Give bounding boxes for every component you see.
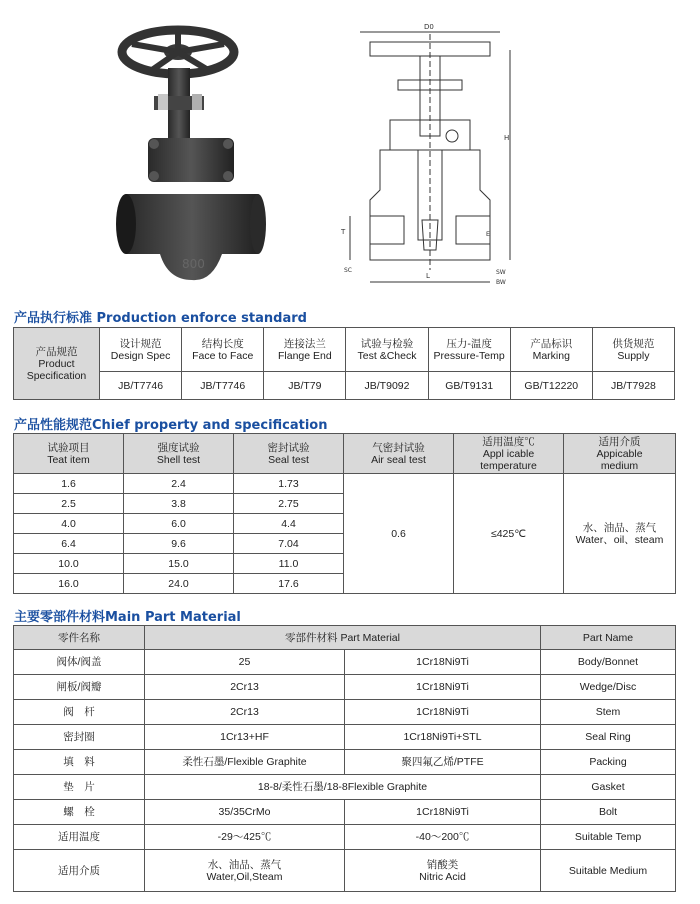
table-text: 压力-温度 <box>446 337 492 350</box>
table-text: 1Cr18Ni9Ti+STL <box>345 725 541 750</box>
table-cell <box>124 434 234 474</box>
table-text: 连接法兰 <box>283 337 326 350</box>
table-cell: 1.73 <box>234 474 344 494</box>
table-text: Marking <box>532 349 570 362</box>
dim-e: E <box>486 231 490 238</box>
table-row <box>14 626 676 650</box>
table-row <box>14 650 676 675</box>
table-cell: 1.6 <box>14 474 124 494</box>
table-text: 适用温度℃ <box>482 435 535 448</box>
production-standard-heading: 产品执行标准 Production enforce standard <box>14 311 307 326</box>
table-cell <box>564 434 676 474</box>
table-row <box>14 775 676 800</box>
table-text: Water、oil、steam <box>575 533 664 546</box>
table-row <box>14 474 676 494</box>
table-text: 水、油品、蒸气 <box>582 521 657 534</box>
table-text: Supply <box>617 349 650 362</box>
dim-d0: D0 <box>424 23 434 31</box>
spec-value: JB/T9092 <box>346 372 428 400</box>
table-text: 零部件材料 Part Material <box>145 626 541 650</box>
table-text: 销酸类 <box>426 858 459 871</box>
table-text: 1Cr18Ni9Ti <box>345 675 541 700</box>
table-cell <box>234 434 344 474</box>
table-text: 10.0 <box>14 554 124 574</box>
table-text: 螺 栓 <box>14 800 145 825</box>
table-cell <box>182 328 264 372</box>
product-spec-header <box>14 328 100 400</box>
table-text: Face to Face <box>192 349 254 362</box>
table-text: 聚四氟乙烯/PTFE <box>345 750 541 775</box>
table-text: 设计规范 <box>119 337 162 350</box>
spec-value: JB/T7746 <box>182 372 264 400</box>
table-text: 15.0 <box>124 554 234 574</box>
spec-value: JB/T79 <box>264 372 346 400</box>
table-text: Gasket <box>541 775 676 800</box>
table-text: 6.0 <box>124 514 234 534</box>
spec-value: GB/T12220 <box>510 372 592 400</box>
table-row <box>14 750 676 775</box>
dim-bw: BW <box>496 279 506 286</box>
photo-marking: 800 <box>182 257 205 271</box>
table-text: 1Cr13+HF <box>145 725 345 750</box>
table-text: 产品标识 <box>530 337 573 350</box>
property-table <box>13 433 676 594</box>
table-text: Stem <box>541 700 676 725</box>
table-text: Packing <box>541 750 676 775</box>
table-text: 结构长度 <box>201 337 244 350</box>
table-text: -40～200℃ <box>345 825 541 850</box>
table-text: 16.0 <box>14 574 124 594</box>
table-text: 3.8 <box>124 494 234 514</box>
table-text: -29～425℃ <box>145 825 345 850</box>
table-row <box>14 328 675 372</box>
table-text: 阀体/阀盖 <box>14 650 145 675</box>
table-text: 试验项目 <box>47 441 90 454</box>
dim-l: L <box>426 272 430 280</box>
table-text: Water,Oil,Steam <box>206 870 283 883</box>
table-cell: 2.4 <box>124 474 234 494</box>
property-heading: 产品性能规范Chief property and specification <box>14 418 328 433</box>
table-text: Part Name <box>541 626 676 650</box>
table-cell <box>100 328 182 372</box>
table-text: Product <box>38 357 75 370</box>
table-text: 9.6 <box>124 534 234 554</box>
table-text: 试验与检验 <box>360 337 414 350</box>
table-cell <box>510 328 592 372</box>
table-text: 25 <box>145 650 345 675</box>
table-text: 供货规范 <box>612 337 655 350</box>
table-cell <box>14 434 124 474</box>
table-text: 垫 片 <box>14 775 145 800</box>
table-text: 4.4 <box>234 514 344 534</box>
table-row <box>14 800 676 825</box>
material-table <box>13 625 676 892</box>
spec-value: JB/T7928 <box>592 372 674 400</box>
table-row <box>14 434 676 474</box>
table-text: Design Spec <box>110 349 171 362</box>
table-cell <box>344 434 454 474</box>
table-text: Seal Ring <box>541 725 676 750</box>
table-cell <box>428 328 510 372</box>
table-cell <box>145 850 345 892</box>
table-text: Suitable Medium <box>541 850 676 892</box>
table-text: 水、油品、蒸气 <box>207 858 282 871</box>
table-row <box>14 700 676 725</box>
table-text: Flange End <box>277 349 332 362</box>
valve-section-drawing <box>340 20 520 294</box>
table-text: 适用温度 <box>14 825 145 850</box>
table-text: 2.5 <box>14 494 124 514</box>
table-text: 11.0 <box>234 554 344 574</box>
table-text: 17.6 <box>234 574 344 594</box>
valve-photo <box>112 22 270 284</box>
table-text: Nitric Acid <box>419 870 466 883</box>
table-text: 强度试验 <box>157 441 200 454</box>
table-text: 气密封试验 <box>372 441 425 454</box>
table-text: Appl icable <box>482 447 535 460</box>
spec-value: GB/T9131 <box>428 372 510 400</box>
table-row <box>14 725 676 750</box>
table-text: temperature <box>480 459 537 472</box>
table-text: 2Cr13 <box>145 675 345 700</box>
table-text: 1Cr18Ni9Ti <box>345 700 541 725</box>
table-text: 闸板/阀瓣 <box>14 675 145 700</box>
air-seal-value: 0.6 <box>344 474 454 594</box>
table-row <box>14 825 676 850</box>
table-text: 2.75 <box>234 494 344 514</box>
table-text: 零件名称 <box>14 626 145 650</box>
table-text: 适用介质 <box>14 850 145 892</box>
table-text: 2Cr13 <box>145 700 345 725</box>
table-text: 18-8/柔性石墨/18-8Flexible Graphite <box>145 775 541 800</box>
table-text: Bolt <box>541 800 676 825</box>
table-text: 35/35CrMo <box>145 800 345 825</box>
table-text: 密封试验 <box>267 441 310 454</box>
table-text: Shell test <box>156 453 201 466</box>
table-text: 产品规范 <box>35 345 78 358</box>
table-text: Specification <box>26 369 87 382</box>
table-text: 6.4 <box>14 534 124 554</box>
table-text: Seal test <box>268 453 309 466</box>
table-row <box>14 372 675 400</box>
dim-sc: SC <box>344 267 352 274</box>
table-text: 密封圈 <box>14 725 145 750</box>
table-cell <box>592 328 674 372</box>
table-cell <box>345 850 541 892</box>
table-row <box>14 675 676 700</box>
table-text: 适用介质 <box>598 435 641 448</box>
table-text: 7.04 <box>234 534 344 554</box>
table-text: Pressure-Temp <box>433 349 505 362</box>
material-heading: 主要零部件材料Main Part Material <box>14 610 241 625</box>
table-text: Teat item <box>47 453 90 466</box>
table-text: Air seal test <box>371 453 426 466</box>
production-standard-table <box>13 327 675 400</box>
medium-value <box>564 474 676 594</box>
spec-value: JB/T7746 <box>100 372 182 400</box>
table-text: 24.0 <box>124 574 234 594</box>
table-text: Suitable Temp <box>541 825 676 850</box>
table-cell <box>264 328 346 372</box>
table-cell <box>454 434 564 474</box>
dim-sw: SW <box>496 269 506 276</box>
table-text: Test &Check <box>357 349 417 362</box>
table-text: Body/Bonnet <box>541 650 676 675</box>
table-text: Wedge/Disc <box>541 675 676 700</box>
table-row <box>14 850 676 892</box>
table-text: Appicable <box>596 447 643 460</box>
dim-h: H <box>504 134 510 142</box>
table-cell <box>346 328 428 372</box>
temperature-value: ≤425℃ <box>454 474 564 594</box>
table-text: medium <box>600 459 639 472</box>
table-text: 柔性石墨/Flexible Graphite <box>145 750 345 775</box>
table-text: 4.0 <box>14 514 124 534</box>
table-text: 填 料 <box>14 750 145 775</box>
dim-t: T <box>341 228 346 236</box>
table-text: 阀 杆 <box>14 700 145 725</box>
table-text: 1Cr18Ni9Ti <box>345 650 541 675</box>
table-text: 1Cr18Ni9Ti <box>345 800 541 825</box>
